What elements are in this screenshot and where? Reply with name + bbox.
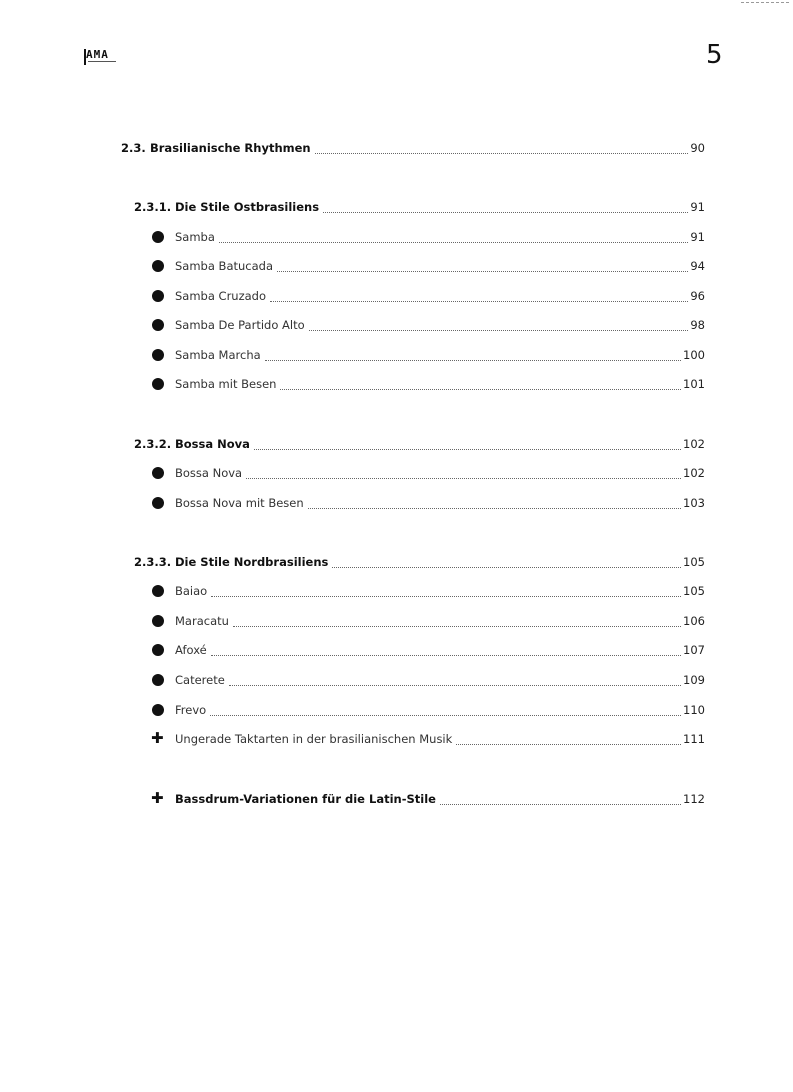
dot-leader	[315, 152, 689, 154]
bullet-icon	[152, 674, 164, 686]
publisher-logo	[84, 49, 116, 66]
bullet-icon	[152, 260, 164, 272]
subsection-title: Bossa Nova	[175, 437, 250, 451]
dot-leader	[211, 595, 681, 597]
dot-leader	[277, 270, 688, 272]
entry-page: 107	[683, 643, 705, 657]
entry-title: Samba	[175, 230, 215, 244]
entry-page: 106	[683, 614, 705, 628]
toc-subsection-row[interactable]	[0, 197, 793, 217]
dot-leader	[254, 448, 681, 450]
dot-leader	[265, 359, 681, 361]
entry-title: Baiao	[175, 584, 208, 598]
bullet-icon	[152, 319, 164, 331]
entry-page: 96	[690, 289, 705, 303]
toc-entry-row[interactable]	[0, 286, 793, 306]
section-title: Brasilianische Rhythmen	[150, 141, 311, 155]
plus-icon: ✚	[151, 729, 164, 747]
section-page: 90	[690, 141, 705, 155]
entry-page: 98	[690, 318, 705, 332]
toc-entry-row[interactable]	[0, 227, 793, 247]
toc-entry-row[interactable]	[0, 581, 793, 601]
dot-leader	[229, 684, 681, 686]
toc-entry-row[interactable]	[0, 611, 793, 631]
toc-entry-row[interactable]	[0, 493, 793, 513]
entry-page: 100	[683, 348, 705, 362]
bullet-icon	[152, 585, 164, 597]
bullet-icon	[152, 378, 164, 390]
appendix-title: Bassdrum-Variationen für die Latin-Stile	[175, 792, 436, 806]
entry-title: Samba De Partido Alto	[175, 318, 305, 332]
bullet-icon	[152, 615, 164, 627]
scan-edge-mark	[741, 2, 789, 3]
entry-title: Bossa Nova	[175, 466, 243, 480]
dot-leader	[280, 388, 681, 390]
toc-section-row[interactable]	[0, 138, 793, 158]
entry-title: Samba Cruzado	[175, 289, 267, 303]
page-number: 5	[706, 40, 723, 70]
subsection-number: 2.3.1.	[134, 200, 172, 214]
subsection-title: Die Stile Nordbrasiliens	[175, 555, 329, 569]
toc-extra-row[interactable]	[0, 729, 793, 749]
plus-icon: ✚	[151, 789, 164, 807]
dot-leader	[309, 329, 689, 331]
subsection-page: 91	[690, 200, 705, 214]
dot-leader	[270, 300, 688, 302]
subsection-page: 102	[683, 437, 705, 451]
dot-leader	[246, 477, 681, 479]
appendix-page: 112	[683, 792, 705, 806]
subsection-number: 2.3.3.	[134, 555, 172, 569]
toc-entry-row[interactable]	[0, 345, 793, 365]
dot-leader	[308, 507, 681, 509]
entry-title: Samba Marcha	[175, 348, 261, 362]
section-number: 2.3.	[121, 141, 146, 155]
bullet-icon	[152, 497, 164, 509]
subsection-page: 105	[683, 555, 705, 569]
toc-subsection-row[interactable]	[0, 434, 793, 454]
entry-page: 102	[683, 466, 705, 480]
entry-title: Samba mit Besen	[175, 377, 277, 391]
subsection-number: 2.3.2.	[134, 437, 172, 451]
toc-entry-row[interactable]	[0, 640, 793, 660]
bullet-icon	[152, 231, 164, 243]
bullet-icon	[152, 290, 164, 302]
dot-leader	[210, 714, 681, 716]
subsection-title: Die Stile Ostbrasiliens	[175, 200, 320, 214]
bullet-icon	[152, 644, 164, 656]
toc-entry-row[interactable]	[0, 256, 793, 276]
dot-leader	[233, 625, 681, 627]
entry-page: 109	[683, 673, 705, 687]
entry-page: 101	[683, 377, 705, 391]
entry-page: 94	[690, 259, 705, 273]
dot-leader	[456, 743, 681, 745]
bullet-icon	[152, 704, 164, 716]
dot-leader	[219, 241, 688, 243]
entry-page: 105	[683, 584, 705, 598]
entry-page: 111	[683, 732, 705, 746]
dot-leader	[211, 654, 681, 656]
entry-page: 103	[683, 496, 705, 510]
entry-page: 110	[683, 703, 705, 717]
toc-entry-row[interactable]	[0, 463, 793, 483]
toc-entry-row[interactable]	[0, 315, 793, 335]
dot-leader	[440, 803, 681, 805]
toc-entry-row[interactable]	[0, 700, 793, 720]
entry-title: Ungerade Taktarten in der brasilianischen Musik	[175, 732, 453, 746]
entry-title: Bossa Nova mit Besen	[175, 496, 304, 510]
entry-title: Maracatu	[175, 614, 229, 628]
logo-text: AMA	[86, 48, 109, 61]
dot-leader	[323, 211, 688, 213]
bullet-icon	[152, 349, 164, 361]
bullet-icon	[152, 467, 164, 479]
dot-leader	[332, 566, 681, 568]
toc-appendix-row[interactable]	[0, 789, 793, 809]
toc-entry-row[interactable]	[0, 670, 793, 690]
entry-title: Frevo	[175, 703, 207, 717]
toc-subsection-row[interactable]	[0, 552, 793, 572]
entry-title: Samba Batucada	[175, 259, 274, 273]
entry-page: 91	[690, 230, 705, 244]
toc-entry-row[interactable]	[0, 374, 793, 394]
entry-title: Afoxé	[175, 643, 207, 657]
entry-title: Caterete	[175, 673, 225, 687]
logo-underline	[88, 61, 116, 65]
